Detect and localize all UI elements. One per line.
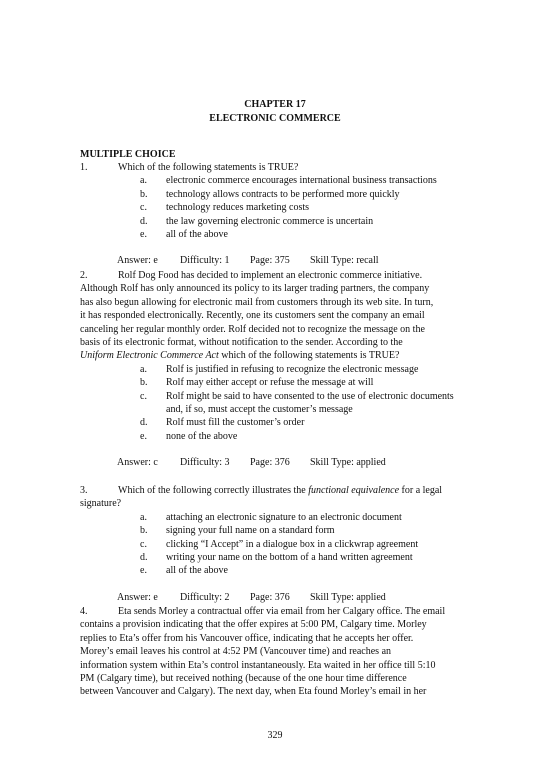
question-stem-line: PM (Calgary time), but received nothing (because of the one hour time difference [80,673,407,685]
skill-type: Skill Type: recall [310,255,379,267]
option-letter: a. [140,511,147,523]
option-text: Rolf is justified in refusing to recognize the electronic message [166,363,419,375]
question-number: 4. [80,606,88,617]
option-letter: b. [140,377,148,389]
question-number: 1. [80,162,88,173]
option-letter: d. [140,552,148,564]
question-stem-line: information system within Eta’s control instantaneously. Eta waited in her office till 5:10 [80,659,436,671]
question-1 [80,161,470,268]
page-number: 329 [267,730,283,741]
question-3 [80,484,470,604]
option-letter: d. [140,215,148,227]
option-text: technology reduces marketing costs [166,202,310,214]
answer-key: Answer: c [117,457,158,469]
question-stem-line: contains a provision indicating that the offer expires at 5:00 PM, Calgary time. Morley [80,619,427,631]
option-text: attaching an electronic signature to an electronic document [166,511,402,523]
difficulty: Difficulty: 2 [180,591,230,603]
difficulty: Difficulty: 1 [180,255,230,267]
option-letter: c. [140,202,147,214]
option-text: writing your name on the bottom of a hand written agreement [166,552,413,564]
option-letter: c. [140,538,147,550]
question-stem-line: basis of its electronic format, without notification to the sender. According to the [80,337,403,349]
option-text: Rolf must fill the customer’s order [166,417,305,429]
option-letter: c. [140,390,147,402]
question-stem-line: Morey’s email leaves his control at 4:52 PM (Vancouver time) and reaches an [80,646,392,658]
question-number: 3. [80,485,88,496]
difficulty: Difficulty: 3 [180,457,230,469]
option-text: the law governing electronic commerce is uncertain [166,215,374,227]
section-heading: MULTIPLE CHOICE [80,149,176,160]
question-stem-line: has also begun allowing for electronic mail from customers through its web site. In turn, [80,296,434,308]
question-2 [80,269,470,470]
option-letter: e. [140,229,147,241]
question-stem: for a legal [399,485,443,496]
question-stem-line: between Vancouver and Calgary). The next day, when Eta found Morley’s email in her [80,686,427,698]
chapter-number: CHAPTER 17 [244,99,306,110]
question-stem-line: it has responded electronically. Recently, one its customers sent the company an email [80,310,425,322]
option-letter: a. [140,363,147,375]
option-text: technology allows contracts to be performed more quickly [166,188,400,200]
option-letter: e. [140,565,147,577]
page-ref: Page: 375 [250,255,290,267]
act-title: Uniform Electronic Commerce Act [80,350,219,362]
question-4 [80,605,470,699]
option-letter: a. [140,175,147,187]
option-letter: d. [140,417,148,429]
option-text: none of the above [166,430,238,442]
option-text: Rolf might be said to have consented to the use of electronic documents and, if so, must accept the customer’s message [166,390,454,416]
question-number: 2. [80,270,88,281]
question-stem-emphasis: functional equivalence [308,485,400,496]
answer-key: Answer: e [117,255,158,267]
question-stem-line: Although Rolf has only announced its policy to its larger trading partners, the company [80,283,430,295]
chapter-header [80,98,470,125]
question-stem-line: signature? [80,498,122,510]
answer-key: Answer: e [117,591,158,603]
question-stem-line: canceling her regular monthly order. Rolf decided not to recognize the message on the [80,323,425,335]
option-text: clicking “I Accept” in a dialogue box in a clickwrap agreement [166,538,419,550]
answer-line [117,591,470,604]
option-text: electronic commerce encourages international business transactions [166,175,437,187]
skill-type: Skill Type: applied [310,457,386,469]
option-letter: b. [140,188,148,200]
answer-line [117,254,470,267]
option-text: all of the above [166,565,228,577]
question-stem-line: which of the following statements is TRUE? [218,350,400,362]
option-letter: b. [140,525,148,537]
answer-line [117,456,470,469]
question-stem-line: replies to Eta’s offer from his Vancouver office, indicating that he accepts her offer. [80,632,414,644]
question-stem: Which of the following statements is TRUE? [118,162,299,173]
chapter-title: ELECTRONIC COMMERCE [209,112,341,124]
question-stem-line: Eta sends Morley a contractual offer via email from her Calgary office. The email [118,606,446,617]
option-letter: e. [140,430,147,442]
skill-type: Skill Type: applied [310,591,386,603]
question-stem-line: Rolf Dog Food has decided to implement an electronic commerce initiative. [118,270,423,281]
page-ref: Page: 376 [250,457,290,469]
option-text: signing your full name on a standard form [166,525,335,537]
page-ref: Page: 376 [250,591,290,603]
option-text: all of the above [166,229,228,241]
question-stem: Which of the following correctly illustrates the [118,485,309,496]
option-text: Rolf may either accept or refuse the message at will [166,377,374,389]
